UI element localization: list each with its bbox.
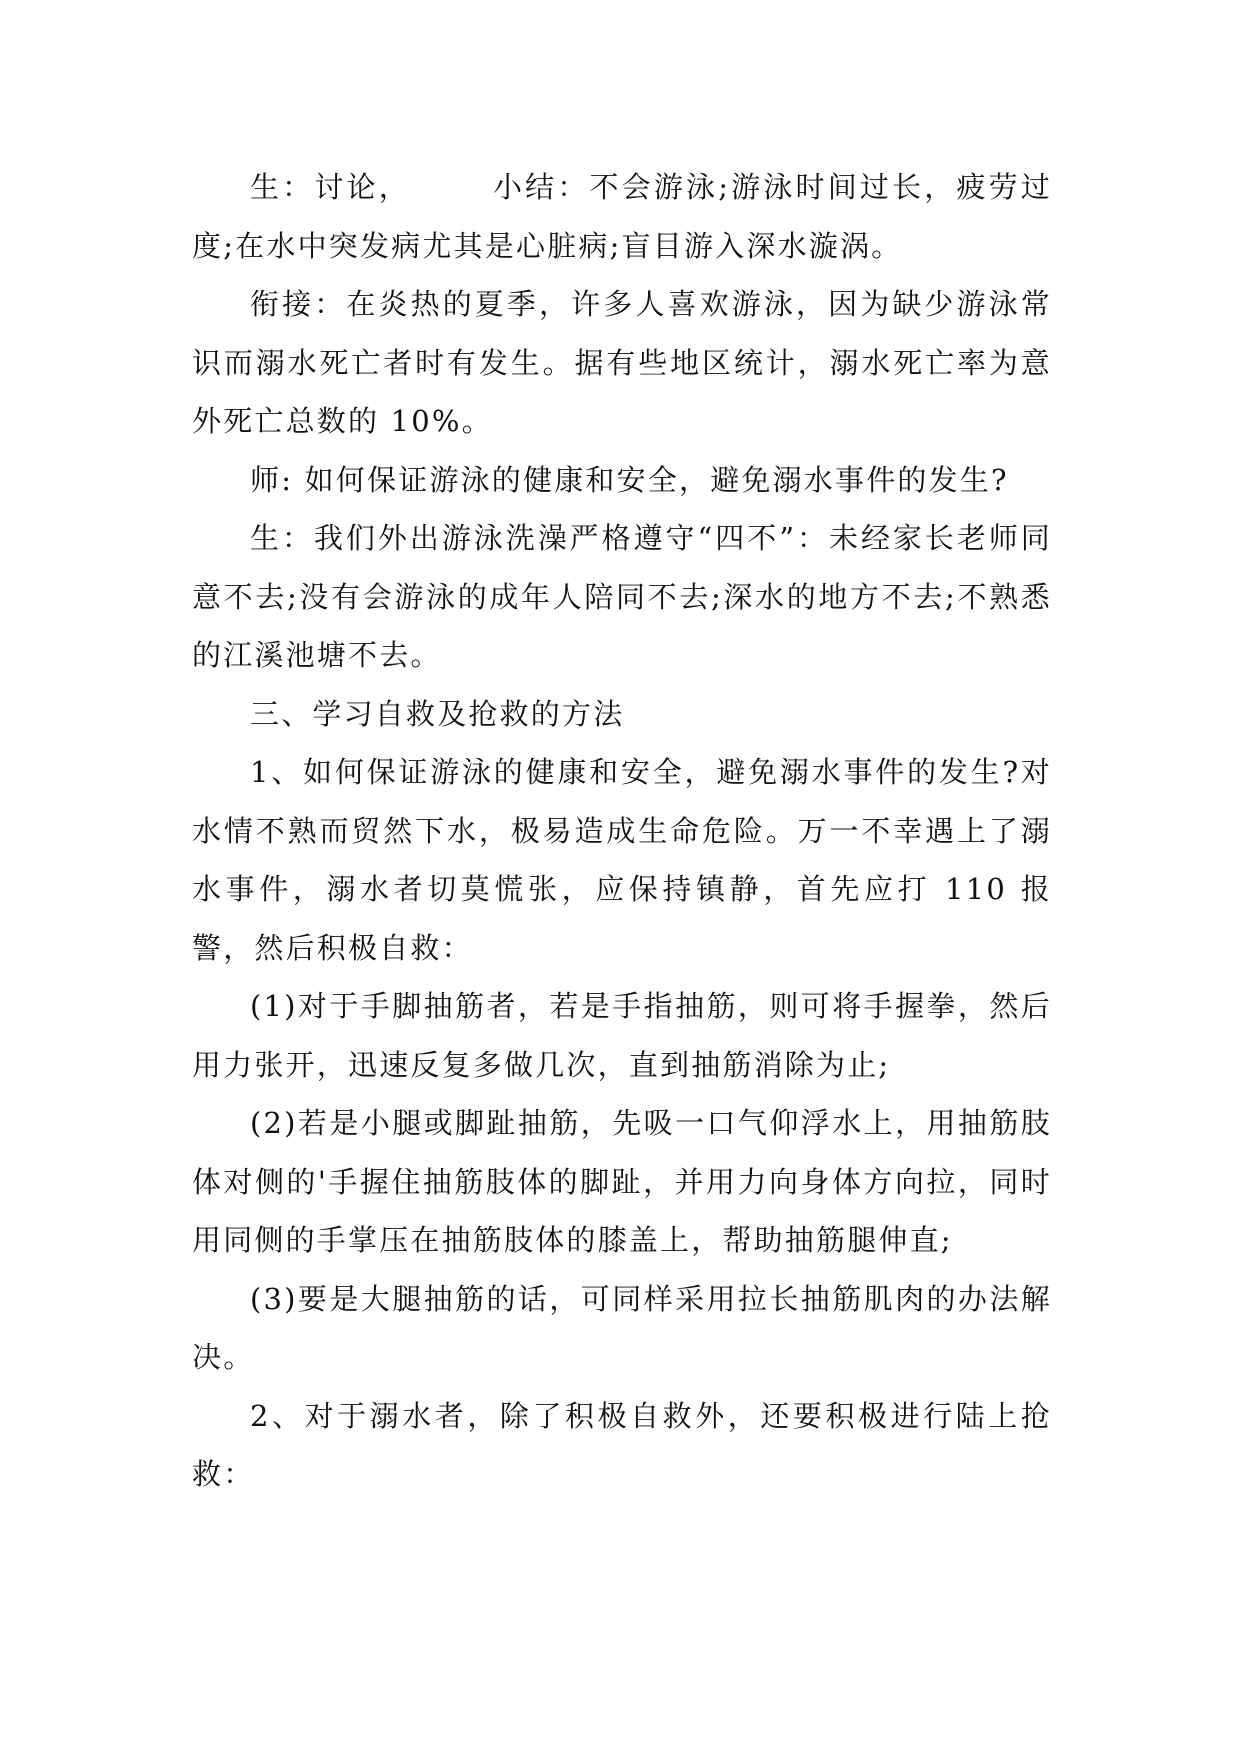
paragraph-subitem-3: (3)要是大腿抽筋的话，可同样采用拉长抽筋肌肉的办法解决。 — [192, 1281, 1052, 1374]
document-body — [192, 158, 1052, 1504]
paragraph-teacher-question: 师: 如何保证游泳的健康和安全，避免溺水事件的发生? — [250, 462, 1009, 497]
paragraph-transition: 衔接：在炎热的夏季，许多人喜欢游泳，因为缺少游泳常识而溺水死亡者时有发生。据有些地区统计，溺水死亡率为意外死亡总数的 10%。 — [192, 287, 1052, 438]
paragraph-subitem-1: (1)对于手脚抽筋者，若是手指抽筋，则可将手握拳，然后用力张开，迅速反复多做几次，直到抽筋消除为止; — [192, 989, 1052, 1082]
paragraph-four-rules: 生：我们外出游泳洗澡严格遵守“四不”：未经家长老师同意不去;没有会游泳的成年人陪同不去;深水的地方不去;不熟悉的江溪池塘不去。 — [192, 521, 1052, 672]
paragraph-item-1: 1、如何保证游泳的健康和安全，避免溺水事件的发生?对水情不熟而贸然下水，极易造成生命危险。万一不幸遇上了溺水事件，溺水者切莫慌张，应保持镇静，首先应打 110 报警，然后积极自救： — [192, 755, 1052, 965]
paragraph-item-2: 2、对于溺水者，除了积极自救外，还要积极进行陆上抢救： — [192, 1398, 1052, 1491]
paragraph-student-discussion: 生：讨论， 小结：不会游泳;游泳时间过长，疲劳过度;在水中突发病尤其是心脏病;盲目游入深水漩涡。 — [192, 170, 1052, 263]
paragraph-subitem-2: (2)若是小腿或脚趾抽筋，先吸一口气仰浮水上，用抽筋肢体对侧的'手握住抽筋肢体的脚趾，并用力向身体方向拉，同时用同侧的手掌压在抽筋肢体的膝盖上，帮助抽筋腿伸直; — [192, 1106, 1052, 1257]
section-heading-self-rescue: 三、学习自救及抢救的方法 — [250, 696, 625, 731]
